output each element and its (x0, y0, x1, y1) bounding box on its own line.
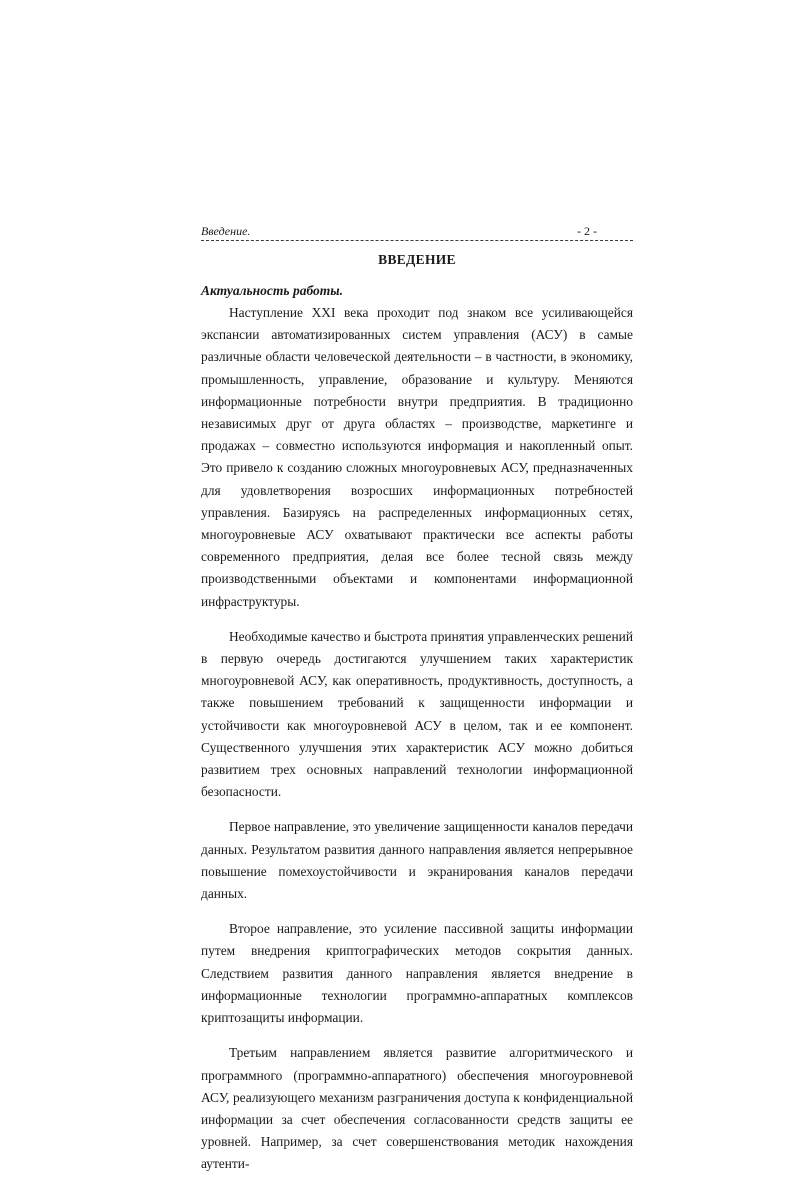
paragraph: Третьим направлением является развитие алгоритмического и программного (программно-аппаратного) обеспечения многоуровневой АСУ, реализующего механизм разграничения доступа к конфиденциальной информации за счет обеспечения согласованности средств защиты ее уровней. Например, за счет совершенствования методик нахождения аутенти- (201, 1045, 633, 1172)
header-section-title: Введение. (201, 224, 251, 238)
running-header (201, 222, 633, 242)
paragraph: Первое направление, это увеличение защищенности каналов передачи данных. Результатом развития данного направления является непрерывное повышение помехоустойчивости и экранирования каналов передачи данных. (201, 819, 633, 902)
chapter-title: ВВЕДЕНИЕ (378, 252, 456, 267)
paragraph: Второе направление, это усиление пассивной защиты информации путем внедрения криптографических методов сокрытия данных. Следствием развития данного направления является внедрение в информационные технологии программно-аппаратных комплексов криптозащиты информации. (201, 921, 633, 1026)
header-divider (201, 240, 633, 241)
section-subheading: Актуальность работы. (201, 283, 344, 298)
page-number: - 2 - (577, 224, 597, 238)
paragraph: Наступление XXI века проходит под знаком все усиливающейся экспансии автоматизированных систем управления (АСУ) в самые различные области человеческой деятельности – в частности, в экономику, промышленность, управление, образование и культуру. Меняются информационные потребности внутри предприятия. В традиционно независимых друг от друга областях – производстве, маркетинге и продажах – совместно используются информация и накопленный опыт. Это привело к созданию сложных многоуровневых АСУ, предназначенных для удовлетворения возросших информационных потребностей управления. Базируясь на распределенных информационных сетях, многоуровневые АСУ охватывают практически все аспекты работы современного предприятия, делая все более тесной связь между производственными объектами и компонентами информационной инфраструктуры. (201, 305, 633, 609)
body-text (201, 302, 633, 1189)
paragraph: Необходимые качество и быстрота принятия управленческих решений в первую очередь достигаются улучшением таких характеристик многоуровневой АСУ, как оперативность, продуктивность, доступность, а также повышением требований к защищенности информации и устойчивости как многоуровневой АСУ в целом, так и ее компонент. Существенного улучшения этих характеристик АСУ можно добиться развитием трех основных направлений технологии информационной безопасности. (201, 628, 633, 800)
